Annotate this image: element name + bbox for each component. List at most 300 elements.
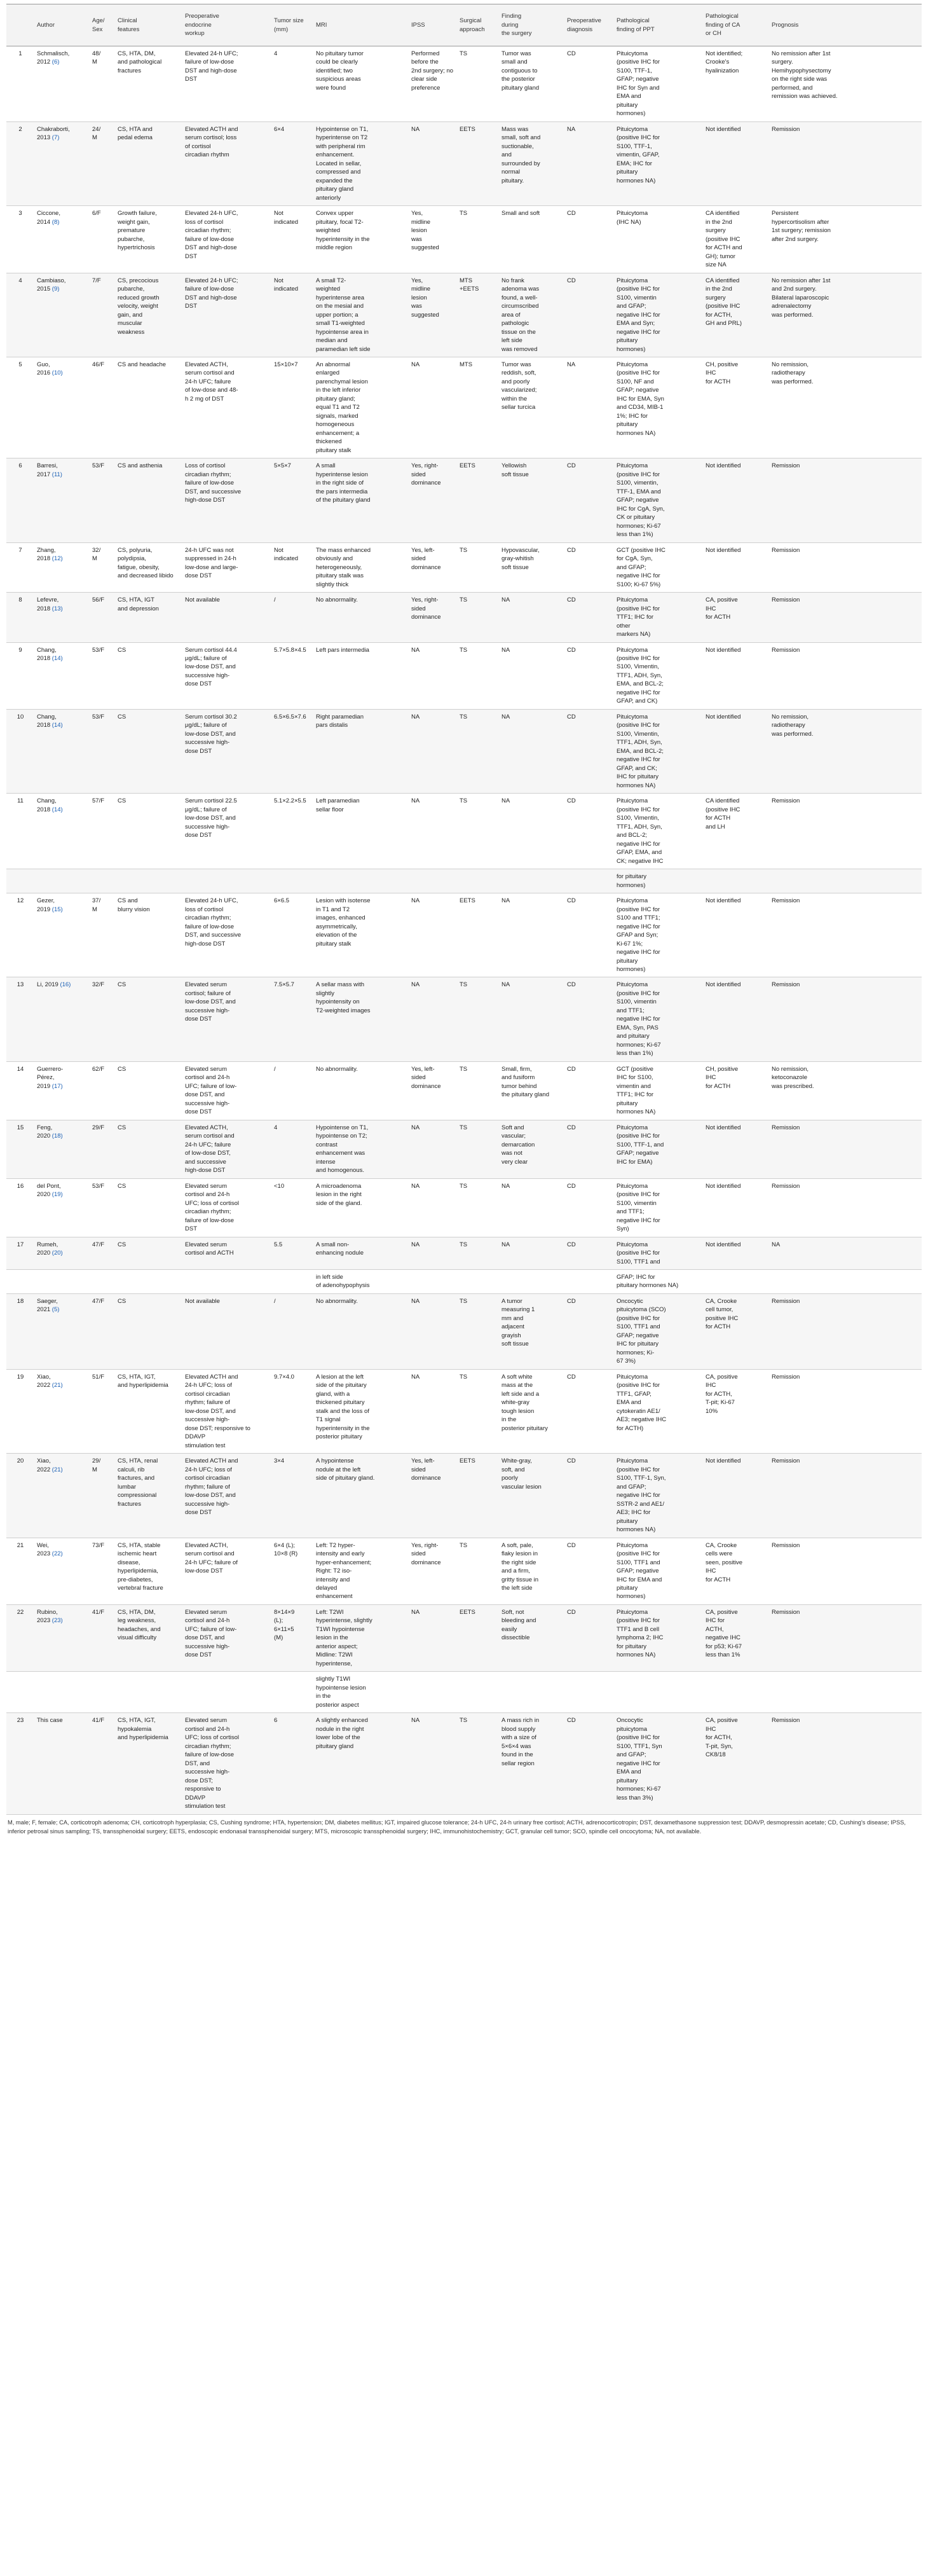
cell-preoperative-diagnosis [564, 1672, 614, 1713]
cell-surgery-finding: NA [499, 893, 564, 977]
cell-case-number: 22 [6, 1604, 34, 1671]
cell-tumor-size: 6 [271, 1713, 313, 1814]
cell-tumor-size: / [271, 1061, 313, 1120]
author-name: Guo, 2016 [37, 361, 51, 377]
citation-link[interactable]: (20) [51, 1250, 63, 1257]
cell-surgical-approach: MTS +EETS [457, 273, 499, 357]
cell-ipss: NA [409, 1178, 457, 1237]
cell-clinical-features: Growth failure, weight gain, premature pubarche, hypertrichosis [115, 206, 182, 273]
cell-preoperative-diagnosis [564, 869, 614, 893]
cell-clinical-features: CS, precocious pubarche, reduced growth velocity, weight gain, and muscular weakness [115, 273, 182, 357]
citation-link[interactable]: (14) [51, 722, 63, 729]
cell-case-number: 13 [6, 977, 34, 1061]
cell-ppt-pathology: Pituicytoma (positive IHC for S100 and TTF1; negative IHC for GFAP and Syn; Ki-67 1%; negative IHC for pituitary hormones) [614, 893, 703, 977]
cell-mri-finding: No pituitary tumor could be clearly identified; two suspicious areas were found [313, 46, 409, 122]
cell-endocrine-workup: Serum cortisol 44.4 μg/dL; failure of low-dose DST, and successive high- dose DST [182, 642, 271, 709]
cell-mri-finding: Left: T2WI hyperintense, slightly T1WI hypointense lesion in the anterior aspect; Midline: T2WI hyperintense, [313, 1604, 409, 1671]
cell-surgical-approach: TS [457, 1061, 499, 1120]
table-row [6, 1178, 922, 1237]
cell-surgical-approach: TS [457, 1713, 499, 1814]
cell-endocrine-workup: Elevated serum cortisol and ACTH [182, 1237, 271, 1269]
cell-endocrine-workup: 24-h UFC was not suppressed in 24-h low-dose and large- dose DST [182, 542, 271, 592]
cell-surgery-finding: Mass was small, soft and suctionable, and surrounded by normal pituitary. [499, 121, 564, 205]
cell-clinical-features: CS, HTA, IGT and depression [115, 593, 182, 642]
header-surgical-approach: Surgical approach [457, 4, 499, 46]
author-name: This case [37, 1717, 63, 1725]
cell-case-number [6, 1270, 34, 1294]
table-row [6, 1604, 922, 1671]
cell-clinical-features: CS, HTA, DM, leg weakness, headaches, and visual difficulty [115, 1604, 182, 1671]
citation-link[interactable]: (8) [51, 218, 60, 226]
cell-surgical-approach: TS [457, 542, 499, 592]
cell-preoperative-diagnosis: CD [564, 1713, 614, 1814]
cell-prognosis: Remission [769, 542, 922, 592]
cell-case-number: 16 [6, 1178, 34, 1237]
cell-surgery-finding [499, 1672, 564, 1713]
cell-preoperative-diagnosis: CD [564, 1061, 614, 1120]
cell-endocrine-workup: Elevated ACTH and serum cortisol; loss of cortisol circadian rhythm [182, 121, 271, 205]
cell-mri-finding: A small hyperintense lesion in the right side of the pars intermedia of the pituitary gland [313, 458, 409, 542]
table-row [6, 542, 922, 592]
cell-ca-ch-pathology: Not identified [703, 458, 769, 542]
cell-endocrine-workup: Not available [182, 593, 271, 642]
cell-prognosis: No remission after 1st surgery. Hemihypophysectomy on the right side was performed, and remission was achieved. [769, 46, 922, 122]
cell-clinical-features: CS [115, 1178, 182, 1237]
citation-link[interactable]: (19) [51, 1191, 63, 1199]
cell-ppt-pathology: Pituicytoma (positive IHC for S100, NF and GFAP; negative IHC for EMA, Syn and CD34, MIB-1 1%; IHC for pituitary hormones NA) [614, 357, 703, 458]
cell-surgery-finding: A mass rich in blood supply with a size of 5×6×4 was found in the sellar region [499, 1713, 564, 1814]
cell-prognosis: Remission [769, 642, 922, 709]
cell-endocrine-workup: Elevated ACTH, serum cortisol and 24-h UFC; failure of low-dose and 48- h 2 mg of DST [182, 357, 271, 458]
citation-link[interactable]: (14) [51, 806, 63, 813]
table-row [6, 1061, 922, 1120]
cell-surgical-approach: TS [457, 642, 499, 709]
citation-link[interactable]: (22) [51, 1550, 63, 1558]
cell-ipss: NA [409, 1369, 457, 1453]
cell-mri-finding: Lesion with isotense in T1 and T2 images, enhanced asymmetrically, elevation of the pituitary stalk [313, 893, 409, 977]
cell-tumor-size: 7.5×5.7 [271, 977, 313, 1061]
cell-preoperative-diagnosis: CD [564, 794, 614, 869]
author-name: Guerrero- Pérez, 2019 [37, 1065, 64, 1090]
case-summary-table [6, 4, 922, 1815]
cell-preoperative-diagnosis: CD [564, 1604, 614, 1671]
cell-tumor-size: Not indicated [271, 206, 313, 273]
cell-endocrine-workup: Elevated serum cortisol and 24-h UFC; failure of low- dose DST, and successive high- dose DST [182, 1061, 271, 1120]
cell-clinical-features: CS [115, 1237, 182, 1269]
cell-preoperative-diagnosis: CD [564, 1454, 614, 1538]
cell-clinical-features: CS, HTA, IGT, and hyperlipidemia [115, 1369, 182, 1453]
citation-link[interactable]: (16) [60, 981, 71, 989]
cell-prognosis: Persistent hypercortisolism after 1st surgery; remission after 2nd surgery. [769, 206, 922, 273]
cell-endocrine-workup: Elevated ACTH and 24-h UFC; loss of cortisol circadian rhythm; failure of low-dose DST, and successive high- dose DST; responsive to DDAVP stimulation test [182, 1369, 271, 1453]
table-row [6, 642, 922, 709]
cell-ca-ch-pathology: CA identified (positive IHC for ACTH and LH [703, 794, 769, 869]
cell-preoperative-diagnosis: CD [564, 1178, 614, 1237]
cell-tumor-size: 5×5×7 [271, 458, 313, 542]
header-age-sex: Age/ Sex [90, 4, 115, 46]
cell-age-sex: 32/F [90, 977, 115, 1061]
cell-author [34, 1369, 90, 1453]
cell-prognosis: Remission [769, 977, 922, 1061]
cell-surgical-approach [457, 1270, 499, 1294]
cell-preoperative-diagnosis: CD [564, 642, 614, 709]
cell-age-sex [90, 869, 115, 893]
cell-mri-finding [313, 869, 409, 893]
cell-ipss: Yes, right- sided dominance [409, 458, 457, 542]
cell-age-sex: 53/F [90, 709, 115, 793]
cell-surgical-approach: TS [457, 977, 499, 1061]
cell-clinical-features: CS and asthenia [115, 458, 182, 542]
cell-author [34, 46, 90, 122]
header-surgery-finding: Finding during the surgery [499, 4, 564, 46]
author-name: Wei, 2023 [37, 1541, 51, 1558]
cell-prognosis: Remission [769, 458, 922, 542]
cell-case-number [6, 1672, 34, 1713]
cell-ipss [409, 869, 457, 893]
cell-ipss: NA [409, 893, 457, 977]
table-row [6, 458, 922, 542]
cell-ppt-pathology: GCT (positive IHC for S100, vimentin and TTF1; IHC for pituitary hormones NA) [614, 1061, 703, 1120]
citation-link[interactable]: (9) [51, 286, 60, 293]
citation-link[interactable]: (17) [51, 1082, 63, 1090]
cell-prognosis: Remission [769, 1713, 922, 1814]
cell-tumor-size: Not indicated [271, 273, 313, 357]
cell-clinical-features: CS [115, 794, 182, 869]
cell-clinical-features: CS [115, 1293, 182, 1369]
cell-ca-ch-pathology: Not identified [703, 1237, 769, 1269]
cell-surgical-approach: EETS [457, 893, 499, 977]
cell-age-sex: 7/F [90, 273, 115, 357]
cell-ipss: NA [409, 121, 457, 205]
cell-preoperative-diagnosis: CD [564, 1237, 614, 1269]
table-row-continuation [6, 869, 922, 893]
cell-clinical-features [115, 869, 182, 893]
cell-surgery-finding: Yellowish soft tissue [499, 458, 564, 542]
cell-surgery-finding: NA [499, 709, 564, 793]
citation-link[interactable]: (6) [51, 59, 60, 66]
cell-prognosis: Remission [769, 1369, 922, 1453]
citation-link[interactable]: (13) [51, 605, 63, 612]
cell-tumor-size: 6×4 (L); 10×8 (R) [271, 1538, 313, 1604]
cell-age-sex: 32/ M [90, 542, 115, 592]
cell-ca-ch-pathology: Not identified [703, 642, 769, 709]
cell-ppt-pathology: Pituicytoma (positive IHC for S100, TTF-1, and GFAP; negative IHC for EMA) [614, 1120, 703, 1178]
cell-ppt-pathology: Pituicytoma (positive IHC for S100, TTF1 and GFAP; negative IHC for EMA and pituitary hormones) [614, 1538, 703, 1604]
cell-ca-ch-pathology: CA identified in the 2nd surgery (positive IHC for ACTH and GH); tumor size NA [703, 206, 769, 273]
cell-preoperative-diagnosis: CD [564, 46, 614, 122]
cell-age-sex: 46/F [90, 357, 115, 458]
cell-mri-finding: Left pars intermedia [313, 642, 409, 709]
cell-prognosis: Remission [769, 794, 922, 869]
cell-preoperative-diagnosis: CD [564, 206, 614, 273]
cell-ca-ch-pathology: CH, positive IHC for ACTH [703, 1061, 769, 1120]
citation-link[interactable]: (12) [51, 555, 63, 563]
cell-case-number: 21 [6, 1538, 34, 1604]
cell-tumor-size [271, 1672, 313, 1713]
cell-clinical-features [115, 1270, 182, 1294]
header-ipss: IPSS [409, 4, 457, 46]
cell-ca-ch-pathology: CA, Crooke cell tumor, positive IHC for ACTH [703, 1293, 769, 1369]
cell-prognosis: Remission [769, 1454, 922, 1538]
header-clinical-features: Clinical features [115, 4, 182, 46]
cell-age-sex: 41/F [90, 1713, 115, 1814]
cell-ppt-pathology: for pituitary hormones) [614, 869, 703, 893]
cell-ppt-pathology: Oncocytic pituicytoma (positive IHC for S100, TTF1, Syn and GFAP; negative IHC for EMA and pituitary hormones; Ki-67 less than 3%) [614, 1713, 703, 1814]
cell-mri-finding: Left paramedian sellar floor [313, 794, 409, 869]
cell-age-sex: 29/F [90, 1120, 115, 1178]
cell-case-number: 14 [6, 1061, 34, 1120]
cell-age-sex: 56/F [90, 593, 115, 642]
cell-ipss: NA [409, 977, 457, 1061]
table-row [6, 893, 922, 977]
cell-preoperative-diagnosis: CD [564, 1369, 614, 1453]
cell-clinical-features: CS, polyuria, polydipsia, fatigue, obesity, and decreased libido [115, 542, 182, 592]
table-row [6, 1120, 922, 1178]
cell-author [34, 893, 90, 977]
cell-case-number: 5 [6, 357, 34, 458]
cell-endocrine-workup: Elevated ACTH and 24-h UFC; loss of cortisol circadian rhythm; failure of low-dose DST, and successive high- dose DST [182, 1454, 271, 1538]
cell-ppt-pathology: Pituicytoma (positive IHC for S100, TTF-1, GFAP; negative IHC for Syn and EMA and pituitary hormones) [614, 46, 703, 122]
table-row [6, 709, 922, 793]
cell-mri-finding: Hypointense on T1, hypointense on T2; contrast enhancement was intense and homogenous. [313, 1120, 409, 1178]
cell-author [34, 1237, 90, 1269]
cell-surgical-approach: TS [457, 1538, 499, 1604]
cell-clinical-features: CS [115, 642, 182, 709]
cell-surgery-finding: White-gray, soft, and poorly vascular lesion [499, 1454, 564, 1538]
cell-age-sex: 62/F [90, 1061, 115, 1120]
cell-prognosis [769, 869, 922, 893]
cell-ca-ch-pathology: CA, positive IHC for ACTH, T-pit, Syn, CK8/18 [703, 1713, 769, 1814]
cell-case-number: 9 [6, 642, 34, 709]
cell-mri-finding: A lesion at the left side of the pituitary gland, with a thickened pituitary stalk and the loss of T1 signal hyperintensity in the posterior pituitary [313, 1369, 409, 1453]
cell-surgery-finding: NA [499, 1178, 564, 1237]
cell-prognosis: NA [769, 1237, 922, 1269]
cell-endocrine-workup: Serum cortisol 22.5 μg/dL; failure of low-dose DST, and successive high- dose DST [182, 794, 271, 869]
cell-ca-ch-pathology: CA, Crooke cells were seen, positive IHC for ACTH [703, 1538, 769, 1604]
cell-prognosis: No remission, ketoconazole was prescribed. [769, 1061, 922, 1120]
cell-surgery-finding: NA [499, 977, 564, 1061]
cell-ipss: NA [409, 1120, 457, 1178]
table-row [6, 1293, 922, 1369]
cell-case-number: 20 [6, 1454, 34, 1538]
cell-surgery-finding: A soft, pale, flaky lesion in the right side and a firm, gritty tissue in the left side [499, 1538, 564, 1604]
cell-ppt-pathology: Pituicytoma (positive IHC for TTF1; IHC for other markers NA) [614, 593, 703, 642]
cell-age-sex: 53/F [90, 1178, 115, 1237]
author-name: Ciccone, 2014 [37, 210, 60, 226]
cell-age-sex: 6/F [90, 206, 115, 273]
cell-mri-finding: Left: T2 hyper- intensity and early hyper-enhancement; Right: T2 iso- intensity and delayed enhancement [313, 1538, 409, 1604]
header-mri: MRI [313, 4, 409, 46]
cell-endocrine-workup [182, 1270, 271, 1294]
cell-mri-finding: A hypointense nodule at the left side of pituitary gland. [313, 1454, 409, 1538]
cell-tumor-size: 5.5 [271, 1237, 313, 1269]
cell-ca-ch-pathology [703, 869, 769, 893]
cell-clinical-features: CS and blurry vision [115, 893, 182, 977]
cell-ppt-pathology: Pituicytoma (positive IHC for S100, TTF-1, vimentin, GFAP, EMA; IHC for pituitary hormones NA) [614, 121, 703, 205]
cell-endocrine-workup: Serum cortisol 30.2 μg/dL; failure of low-dose DST, and successive high- dose DST [182, 709, 271, 793]
cell-case-number: 17 [6, 1237, 34, 1269]
cell-ipss: Yes, midline lesion was suggested [409, 273, 457, 357]
table-row [6, 46, 922, 122]
table-row [6, 121, 922, 205]
cell-clinical-features [115, 1672, 182, 1713]
cell-age-sex: 57/F [90, 794, 115, 869]
cell-tumor-size: <10 [271, 1178, 313, 1237]
cell-mri-finding: Right paramedian pars distalis [313, 709, 409, 793]
cell-case-number: 6 [6, 458, 34, 542]
cell-ca-ch-pathology: Not identified [703, 121, 769, 205]
citation-link[interactable]: (10) [51, 369, 63, 377]
cell-author [34, 1454, 90, 1538]
cell-tumor-size: 8×14×9 (L); 6×11×5 (M) [271, 1604, 313, 1671]
cell-clinical-features: CS, HTA, renal calculi, rib fractures, and lumbar compressional fractures [115, 1454, 182, 1538]
cell-case-number: 19 [6, 1369, 34, 1453]
table-row [6, 1538, 922, 1604]
citation-link[interactable]: (18) [51, 1133, 63, 1140]
cell-surgery-finding: NA [499, 593, 564, 642]
cell-prognosis: Remission [769, 893, 922, 977]
cell-author [34, 1293, 90, 1369]
cell-ppt-pathology: Pituicytoma (positive IHC for S100, TTF1 and [614, 1237, 703, 1269]
cell-surgery-finding: Tumor was reddish, soft, and poorly vascularized; within the sellar turcica [499, 357, 564, 458]
cell-surgical-approach: EETS [457, 458, 499, 542]
cell-preoperative-diagnosis: CD [564, 977, 614, 1061]
cell-endocrine-workup: Loss of cortisol circadian rhythm; failure of low-dose DST, and successive high-dose DST [182, 458, 271, 542]
cell-preoperative-diagnosis: CD [564, 593, 614, 642]
cell-author [34, 273, 90, 357]
cell-ppt-pathology: Pituicytoma (positive IHC for S100, vimentin and TTF1; negative IHC for Syn) [614, 1178, 703, 1237]
cell-prognosis: No remission after 1st and 2nd surgery. Bilateral laparoscopic adrenalectomy was performed. [769, 273, 922, 357]
cell-mri-finding: A small non- enhancing nodule [313, 1237, 409, 1269]
cell-ca-ch-pathology: Not identified; Crooke's hyalinization [703, 46, 769, 122]
cell-mri-finding: Convex upper pituitary, focal T2- weighted hyperintensity in the middle region [313, 206, 409, 273]
author-name: Li, 2019 [37, 981, 58, 989]
cell-tumor-size: 3×4 [271, 1454, 313, 1538]
table-body [6, 46, 922, 1815]
cell-clinical-features: CS [115, 709, 182, 793]
cell-surgery-finding: No frank adenoma was found, a well- circumscribed area of pathologic tissue on the left side was removed [499, 273, 564, 357]
citation-link[interactable]: (23) [51, 1617, 63, 1625]
cell-clinical-features: CS, HTA, stable ischemic heart disease, hyperlipidemia, pre-diabetes, vertebral fracture [115, 1538, 182, 1604]
cell-ipss: NA [409, 1237, 457, 1269]
cell-surgical-approach: TS [457, 1120, 499, 1178]
cell-ca-ch-pathology: CH, positive IHC for ACTH [703, 357, 769, 458]
cell-surgical-approach: MTS [457, 357, 499, 458]
cell-preoperative-diagnosis: CD [564, 893, 614, 977]
cell-author [34, 1061, 90, 1120]
cell-age-sex: 47/F [90, 1237, 115, 1269]
cell-prognosis [769, 1672, 922, 1713]
cell-ppt-pathology: Pituicytoma (IHC NA) [614, 206, 703, 273]
cell-surgery-finding: A tumor measuring 1 mm and adjacent grayish soft tissue [499, 1293, 564, 1369]
author-name: Chakraborti, 2013 [37, 125, 70, 142]
cell-author [34, 709, 90, 793]
document-page [6, 0, 922, 1836]
cell-surgical-approach: EETS [457, 1454, 499, 1538]
cell-ppt-pathology: Pituicytoma (positive IHC for TTF1, GFAP, EMA and cytokeratin AE1/ AE3; negative IHC for ACTH) [614, 1369, 703, 1453]
citation-link[interactable]: (14) [51, 655, 63, 662]
cell-mri-finding: A sellar mass with slightly hypointensity on T2-weighted images [313, 977, 409, 1061]
cell-endocrine-workup [182, 1672, 271, 1713]
cell-surgical-approach: TS [457, 593, 499, 642]
citation-link[interactable]: (7) [51, 134, 60, 142]
cell-author [34, 593, 90, 642]
cell-surgical-approach [457, 869, 499, 893]
citation-link[interactable]: (15) [51, 906, 63, 913]
cell-ca-ch-pathology: CA, positive IHC for ACTH, negative IHC for p53; Ki-67 less than 1% [703, 1604, 769, 1671]
author-name: Rubino, 2023 [37, 1608, 58, 1625]
author-name: Xiao, 2022 [37, 1373, 51, 1389]
header-ppt-pathology: Pathological finding of PPT [614, 4, 703, 46]
cell-author [34, 542, 90, 592]
cell-prognosis: Remission [769, 1538, 922, 1604]
cell-ppt-pathology: Pituicytoma (positive IHC for S100, TTF-1, Syn, and GFAP; negative IHC for SSTR-2 and AE1/ AE3; IHC for pituitary hormones NA) [614, 1454, 703, 1538]
cell-author [34, 1604, 90, 1671]
cell-endocrine-workup: Elevated 24-h UFC, loss of cortisol circadian rhythm; failure of low-dose DST, and successive high-dose DST [182, 893, 271, 977]
author-name: Feng, 2020 [37, 1124, 53, 1140]
citation-link[interactable]: (21) [51, 1382, 63, 1389]
cell-tumor-size: 4 [271, 1120, 313, 1178]
cell-ipss: Yes, left- sided dominance [409, 542, 457, 592]
cell-endocrine-workup: Elevated serum cortisol; failure of low-dose DST, and successive high- dose DST [182, 977, 271, 1061]
cell-ca-ch-pathology: Not identified [703, 977, 769, 1061]
citation-link[interactable]: (11) [51, 471, 62, 478]
cell-clinical-features: CS, HTA, IGT, hypokalemia and hyperlipidemia [115, 1713, 182, 1814]
cell-prognosis: No remission, radiotherapy was performed. [769, 357, 922, 458]
cell-ipss: Yes, left- sided dominance [409, 1454, 457, 1538]
cell-surgical-approach: EETS [457, 121, 499, 205]
cell-ca-ch-pathology: CA identified in the 2nd surgery (positive IHC for ACTH, GH and PRL) [703, 273, 769, 357]
author-name: Gezer, 2019 [37, 897, 55, 913]
table-row-continuation [6, 1672, 922, 1713]
cell-ipss: NA [409, 794, 457, 869]
cell-tumor-size [271, 1270, 313, 1294]
cell-tumor-size: Not indicated [271, 542, 313, 592]
cell-endocrine-workup: Elevated ACTH, serum cortisol and 24-h UFC; failure of low-dose DST [182, 1538, 271, 1604]
cell-ipss: Performed before the 2nd surgery; no clear side preference [409, 46, 457, 122]
cell-author [34, 869, 90, 893]
cell-ppt-pathology: Pituicytoma (positive IHC for S100, vimentin and GFAP; negative IHC for EMA and Syn; negative IHC for pituitary hormones) [614, 273, 703, 357]
cell-ipss: Yes, right- sided dominance [409, 1538, 457, 1604]
citation-link[interactable]: (21) [51, 1466, 63, 1473]
cell-surgery-finding: Soft and vascular; demarcation was not very clear [499, 1120, 564, 1178]
cell-ipss: Yes, left- sided dominance [409, 1061, 457, 1120]
cell-ca-ch-pathology [703, 1672, 769, 1713]
cell-author [34, 1120, 90, 1178]
cell-tumor-size: 5.1×2.2×5.5 [271, 794, 313, 869]
citation-link[interactable]: (5) [51, 1306, 60, 1314]
cell-mri-finding: No abnormality. [313, 593, 409, 642]
cell-clinical-features: CS, HTA, DM, and pathological fractures [115, 46, 182, 122]
cell-tumor-size: 5.7×5.8×4.5 [271, 642, 313, 709]
cell-preoperative-diagnosis: NA [564, 121, 614, 205]
cell-prognosis: No remission, radiotherapy was performed. [769, 709, 922, 793]
cell-ppt-pathology: Pituicytoma (positive IHC for S100, Vimentin, TTF1, ADH, Syn, EMA, and BCL-2; negative IHC for GFAP, and CK) [614, 642, 703, 709]
cell-mri-finding: A microadenoma lesion in the right side of the gland. [313, 1178, 409, 1237]
cell-author [34, 1538, 90, 1604]
header-endocrine-workup: Preoperative endocrine workup [182, 4, 271, 46]
author-name: Zhang, 2018 [37, 546, 56, 563]
author-name: Schmalisch, 2012 [37, 50, 70, 66]
cell-endocrine-workup: Not available [182, 1293, 271, 1369]
header-author: Author [34, 4, 90, 46]
cell-preoperative-diagnosis: CD [564, 1120, 614, 1178]
cell-surgery-finding: NA [499, 1237, 564, 1269]
cell-case-number: 2 [6, 121, 34, 205]
cell-tumor-size: 6.5×6.5×7.6 [271, 709, 313, 793]
cell-mri-finding: slightly T1WI hypointense lesion in the posterior aspect [313, 1672, 409, 1713]
cell-clinical-features: CS [115, 977, 182, 1061]
